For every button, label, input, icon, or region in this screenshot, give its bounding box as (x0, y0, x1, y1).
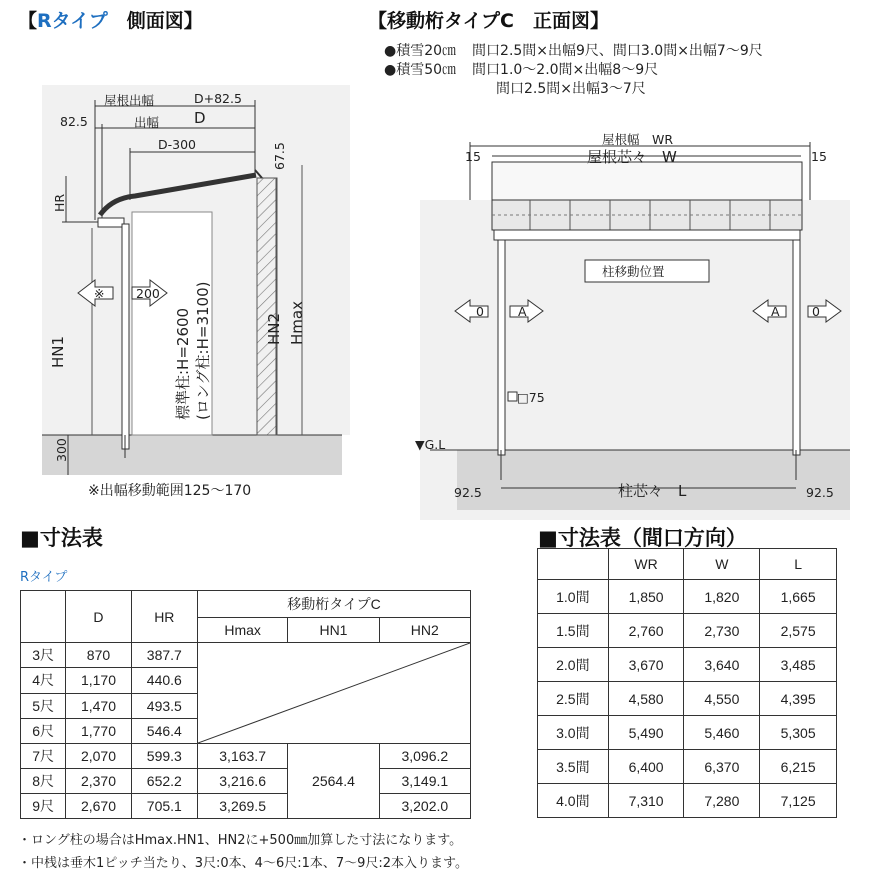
dims-header-d: D (66, 591, 131, 643)
dims-cell-hn1: 2564.4 (288, 744, 379, 819)
width-cell-l: 4,395 (760, 682, 837, 716)
label-hn1: HN1 (49, 335, 67, 368)
width-cell-size: 3.0間 (538, 716, 609, 750)
label-edge-right: 15 (811, 149, 827, 164)
dims-cell-size: 7尺 (21, 744, 66, 769)
label-roof-projection-value: D+82.5 (194, 91, 242, 106)
label-d-minus-300: D-300 (158, 137, 196, 152)
spec-line-3: 間口2.5間×出幅3～7尺 (496, 81, 646, 97)
dims-cell-hr: 705.1 (131, 794, 197, 819)
dims-cell-size: 9尺 (21, 794, 66, 819)
dims-cell-d: 2,670 (66, 794, 131, 819)
post-size-marker (508, 392, 517, 401)
dims-cell-d: 1,770 (66, 718, 131, 743)
dims-row-3 (21, 643, 471, 668)
width-cell-wr: 7,310 (608, 784, 684, 818)
dims-header-hr: HR (131, 591, 197, 643)
front-view-title: 【移動桁タイプC 正面図】 (368, 10, 609, 32)
width-cell-l: 1,665 (760, 580, 837, 614)
width-cell-size: 1.5間 (538, 614, 609, 648)
dims-header-hn2: HN2 (379, 618, 470, 643)
dims-row-8 (21, 769, 471, 794)
label-edge-left: 15 (465, 149, 481, 164)
width-table (537, 548, 837, 818)
front-post-left (498, 240, 505, 455)
label-hr: HR (52, 193, 67, 212)
side-ground (42, 435, 342, 475)
dims-diagonal (198, 643, 470, 743)
side-view-title-rest: 側面図】 (107, 10, 203, 32)
dims-cell-d: 870 (66, 643, 131, 668)
width-table-title: ■寸法表（間口方向） (538, 526, 747, 550)
label-offset-left: 92.5 (454, 485, 482, 500)
dims-cell-d: 2,070 (66, 744, 131, 769)
label-roof-center: 屋根芯々 W (587, 148, 677, 166)
width-cell-size: 1.0間 (538, 580, 609, 614)
width-header-row (538, 549, 837, 580)
label-post-size: □75 (517, 390, 545, 405)
roof-front (492, 162, 802, 200)
width-header-wr: WR (608, 549, 684, 580)
label-depth-300: 300 (54, 438, 69, 462)
dims-row-9 (21, 794, 471, 819)
width-cell-size: 2.5間 (538, 682, 609, 716)
spec-text-2: 間口1.0～2.0間×出幅8～9尺 (472, 62, 659, 78)
dims-row-7 (21, 744, 471, 769)
label-arrow-a-left: A (518, 304, 527, 319)
spec-line-2 (384, 61, 658, 80)
dims-table-title: ■寸法表 (20, 526, 103, 550)
side-view-type: Rタイプ (37, 10, 108, 32)
width-cell-w: 7,280 (684, 784, 760, 818)
note-mid-rail: ・中桟は垂木1ピッチ当たり、3尺:0本、4～6尺:1本、7～9尺:2本入ります。 (18, 856, 469, 871)
wall-hatch (257, 178, 277, 435)
gutter (98, 218, 124, 227)
dims-header-corner (21, 591, 66, 643)
width-cell-w: 2,730 (684, 614, 760, 648)
roof-panels (492, 200, 802, 230)
dims-cell-hn2: 3,149.1 (379, 769, 470, 794)
label-arrow-zero-right: 0 (812, 304, 820, 319)
label-ground: ▼G.L (415, 437, 446, 452)
label-projection: 出幅 (134, 115, 160, 130)
width-cell-wr: 6,400 (608, 750, 684, 784)
dims-cell-d: 2,370 (66, 769, 131, 794)
dims-cell-hn2: 3,202.0 (379, 794, 470, 819)
dims-cell-d: 1,170 (66, 668, 131, 693)
width-row (538, 716, 837, 750)
dims-cell-size: 3尺 (21, 643, 66, 668)
dims-cell-hmax: 3,163.7 (197, 744, 287, 769)
width-cell-wr: 3,670 (608, 648, 684, 682)
side-view-drawing (0, 0, 360, 500)
width-cell-l: 6,215 (760, 750, 837, 784)
title-bracket: 【 (18, 10, 38, 32)
label-roof-projection: 屋根出幅 (104, 93, 155, 108)
label-hn2: HN2 (265, 312, 283, 345)
width-cell-l: 2,575 (760, 614, 837, 648)
label-roof-width: 屋根幅 WR (602, 132, 674, 147)
width-row (538, 682, 837, 716)
width-header-corner (538, 549, 609, 580)
dims-cell-size: 5尺 (21, 693, 66, 718)
label-arrow-zero-left: 0 (476, 304, 484, 319)
dims-cell-size: 4尺 (21, 668, 66, 693)
width-cell-wr: 4,580 (608, 682, 684, 716)
width-header-w: W (684, 549, 760, 580)
dims-empty-block (197, 643, 470, 744)
spec-bullet-1: ●積雪20㎝ (384, 43, 457, 59)
width-cell-size: 4.0間 (538, 784, 609, 818)
width-cell-wr: 2,760 (608, 614, 684, 648)
dims-cell-hmax: 3,269.5 (197, 794, 287, 819)
width-cell-l: 7,125 (760, 784, 837, 818)
width-cell-wr: 5,490 (608, 716, 684, 750)
label-projection-d: D (194, 109, 206, 127)
width-cell-l: 3,485 (760, 648, 837, 682)
spec-line-1 (384, 42, 763, 61)
dims-cell-d: 1,470 (66, 693, 131, 718)
width-cell-w: 3,640 (684, 648, 760, 682)
width-cell-size: 3.5間 (538, 750, 609, 784)
label-offset-right: 92.5 (806, 485, 834, 500)
dims-cell-hr: 546.4 (131, 718, 197, 743)
dims-header-hmax: Hmax (197, 618, 287, 643)
width-cell-l: 5,305 (760, 716, 837, 750)
note-long-post: ・ロング柱の場合はHmax.HN1、HN2に+500㎜加算した寸法になります。 (18, 833, 463, 848)
dims-table (20, 590, 471, 819)
width-cell-w: 4,550 (684, 682, 760, 716)
label-post-center: 柱芯々 L (618, 482, 687, 500)
dims-header-group: 移動桁タイプC (197, 591, 470, 618)
width-cell-w: 6,370 (684, 750, 760, 784)
dims-cell-hr: 493.5 (131, 693, 197, 718)
width-row (538, 648, 837, 682)
label-overhang: 82.5 (60, 114, 88, 129)
width-cell-w: 1,820 (684, 580, 760, 614)
label-move-mark: ※ (94, 286, 105, 301)
width-cell-wr: 1,850 (608, 580, 684, 614)
front-beam (494, 230, 800, 240)
label-arrow-a-right: A (771, 304, 780, 319)
dims-header-hn1: HN1 (288, 618, 379, 643)
dims-cell-hr: 652.2 (131, 769, 197, 794)
width-row (538, 750, 837, 784)
label-long-post: (ロング柱:H=3100) (194, 281, 212, 420)
dims-cell-size: 8尺 (21, 769, 66, 794)
spec-bullet-2: ●積雪50㎝ (384, 62, 457, 78)
label-standard-post: 標準柱:H=2600 (174, 307, 192, 420)
front-post-right (793, 240, 800, 455)
label-range-note: ※出幅移動範囲125～170 (88, 483, 252, 499)
dims-cell-size: 6尺 (21, 718, 66, 743)
dims-cell-hr: 387.7 (131, 643, 197, 668)
dims-cell-hmax: 3,216.6 (197, 769, 287, 794)
dims-cell-hr: 599.3 (131, 744, 197, 769)
width-cell-size: 2.0間 (538, 648, 609, 682)
label-offset-200: 200 (136, 286, 160, 301)
width-cell-w: 5,460 (684, 716, 760, 750)
post (122, 224, 129, 449)
label-post-move: 柱移動位置 (602, 264, 665, 279)
dims-table-subtitle: Rタイプ (20, 570, 68, 585)
width-row (538, 580, 837, 614)
width-row (538, 614, 837, 648)
dims-cell-hn2: 3,096.2 (379, 744, 470, 769)
width-row (538, 784, 837, 818)
label-hmax: Hmax (288, 301, 306, 345)
spec-text-1: 間口2.5間×出幅9尺、間口3.0間×出幅7～9尺 (472, 43, 763, 59)
dims-cell-hr: 440.6 (131, 668, 197, 693)
width-header-l: L (760, 549, 837, 580)
label-gap-67-5: 67.5 (272, 142, 287, 170)
